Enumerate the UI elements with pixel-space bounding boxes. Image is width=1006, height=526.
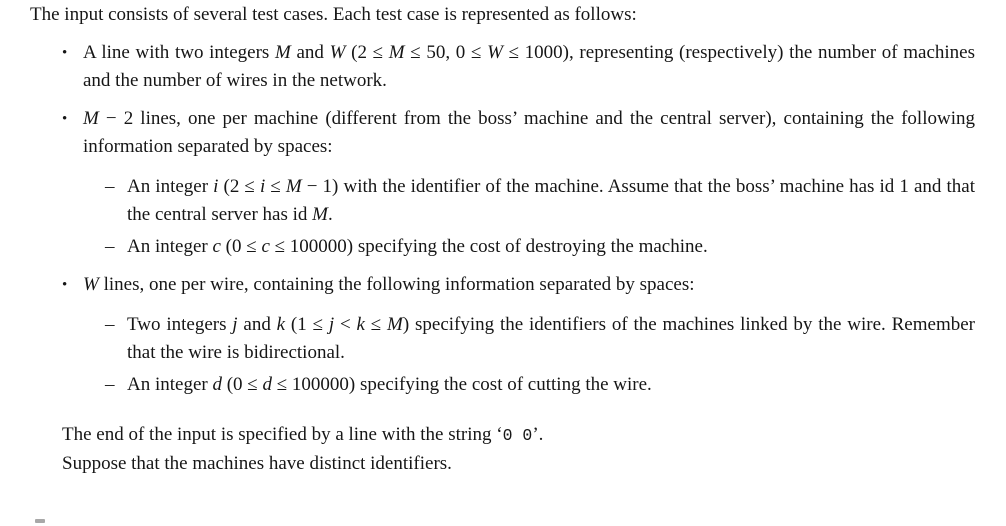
dash-item — [105, 311, 975, 367]
dash-text — [127, 173, 975, 229]
text-run: . — [328, 204, 333, 225]
dash-text — [127, 311, 975, 367]
closing-paragraph — [62, 421, 975, 478]
text-run: ≤ 100000) specifying the cost of cutting the wire. — [272, 374, 652, 395]
dash-icon: – — [105, 314, 115, 335]
dash-item — [105, 233, 975, 261]
text-run: ≤ — [265, 176, 286, 197]
bullet-icon: • — [62, 111, 68, 127]
dash-icon: – — [105, 176, 115, 197]
text-run: ’. — [532, 424, 544, 445]
math-variable: d — [212, 374, 222, 395]
text-run: ≤ 1000), representing (respectively) the number of machines and the number of wires in the network. — [83, 42, 975, 91]
dash-item — [105, 371, 975, 399]
text-run: − 1) with the identifier of the machine. Assume that the boss’ machine has id 1 and that the central server has id — [127, 176, 975, 225]
text-run: − 2 lines, one per machine (different from the boss’ machine and the central server), containing the following information separated by spaces: — [83, 108, 975, 157]
sub-list — [105, 173, 975, 261]
bullet-item — [62, 39, 975, 95]
text-run: An integer — [127, 176, 214, 197]
math-variable: W — [329, 42, 346, 63]
bullet-icon: • — [62, 45, 68, 61]
dash-icon: – — [105, 374, 115, 395]
text-run: ≤ 50, 0 ≤ — [404, 42, 488, 63]
math-variable: k — [356, 314, 365, 335]
math-variable: M — [312, 204, 328, 225]
math-variable: W — [83, 274, 99, 295]
text-run: ≤ — [364, 314, 388, 335]
text-run: < — [334, 314, 357, 335]
math-variable: j — [232, 314, 238, 335]
code-literal: 0 0 — [502, 426, 533, 445]
dash-item — [105, 173, 975, 229]
math-variable: k — [276, 314, 286, 335]
text-run: The end of the input is specified by a line with the string ‘ — [62, 424, 503, 445]
text-run: Two integers — [127, 314, 233, 335]
math-variable: W — [487, 42, 503, 63]
bullet-text — [83, 39, 975, 95]
text-run: lines, one per wire, containing the following information separated by spaces: — [98, 274, 695, 295]
dash-text — [127, 371, 975, 399]
text-run: (2 ≤ — [345, 42, 389, 63]
math-variable: c — [212, 236, 221, 257]
input-spec-list — [30, 39, 975, 399]
text-run: and — [237, 314, 277, 335]
math-variable: i — [259, 176, 266, 197]
sub-list — [105, 311, 975, 399]
text-run: ) specifying the identifiers of the machines linked by the wire. Remember that the wire is bidirectional. — [127, 314, 975, 363]
math-variable: M — [387, 314, 403, 335]
text-run: An integer — [127, 374, 213, 395]
text-run: and — [290, 42, 330, 63]
math-variable: d — [262, 374, 272, 395]
dash-text — [127, 233, 975, 261]
math-variable: i — [213, 176, 219, 197]
text-run: (0 ≤ — [221, 374, 263, 395]
math-variable: j — [328, 314, 335, 335]
text-run: The input consists of several test cases. Each test case is represented as follows: — [30, 4, 637, 25]
text-run: Suppose that the machines have distinct identifiers. — [62, 453, 452, 474]
clipped-next-line-fragment — [35, 519, 45, 523]
dash-icon: – — [105, 236, 115, 257]
closing-line-1 — [62, 421, 975, 450]
math-variable: M — [274, 42, 291, 63]
intro-paragraph — [30, 1, 975, 29]
text-run: A line with two integers — [83, 42, 275, 63]
text-run: (2 ≤ — [218, 176, 260, 197]
text-run: (0 ≤ — [220, 236, 262, 257]
math-variable: M — [388, 42, 405, 63]
bullet-text — [83, 105, 975, 161]
math-variable: M — [83, 108, 99, 129]
math-variable: c — [261, 236, 270, 257]
bullet-item — [62, 271, 975, 299]
text-run: ≤ 100000) specifying the cost of destroying the machine. — [269, 236, 708, 257]
bullet-icon: • — [62, 277, 68, 293]
math-variable: M — [285, 176, 302, 197]
text-run: (1 ≤ — [285, 314, 329, 335]
text-run: An integer — [127, 236, 213, 257]
bullet-item — [62, 105, 975, 161]
bullet-text — [83, 271, 975, 299]
closing-line-2 — [62, 450, 975, 478]
